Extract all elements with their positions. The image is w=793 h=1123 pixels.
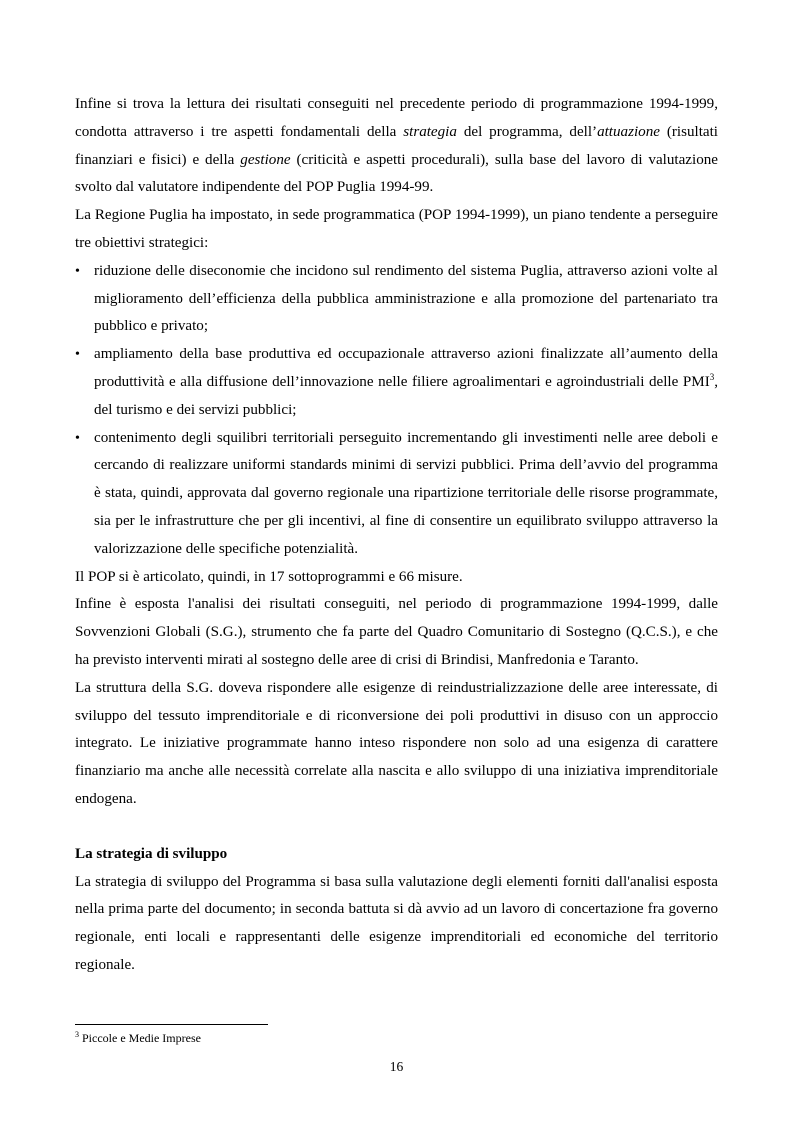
pop-structure-paragraph: Il POP si è articolato, quindi, in 17 sottoprogrammi e 66 misure. bbox=[75, 568, 463, 585]
footnote-number: 3 bbox=[75, 1030, 79, 1039]
intro-text-3: (risultati finanziari e fisici) e della bbox=[75, 123, 718, 168]
footnote-reference[interactable]: 3 bbox=[709, 371, 715, 382]
list-item bbox=[75, 258, 718, 341]
intro-text-1: Infine si trova la lettura dei risultati conseguiti nel precedente periodo di programmazione 1994-1999, condotta attraverso i tre aspetti fondamentali della bbox=[75, 96, 718, 140]
footnote bbox=[75, 1030, 201, 1046]
intro-text-2: del programma, dell’ bbox=[456, 123, 598, 140]
global-subsidies-paragraph: Infine è esposta l'analisi dei risultati conseguiti, nel periodo di programmazione 1994-1999, dalle Sovvenzioni Globali (S.G.), strumento che fa parte del Quadro Comunitario di Sostegno (Q.C.S.), e che ha previsto interventi mirati al sostegno delle aree di crisi di Brindisi, Manfredonia e Taranto. bbox=[75, 596, 718, 668]
footnote-text: Piccole e Medie Imprese bbox=[79, 1031, 201, 1045]
bullet-icon: • bbox=[75, 347, 80, 363]
bullet-icon: • bbox=[75, 430, 80, 446]
objectives-intro-paragraph: La Regione Puglia ha impostato, in sede programmatica (POP 1994-1999), un piano tendente a perseguire tre obiettivi strategici: bbox=[75, 207, 718, 251]
bullet-icon: • bbox=[75, 263, 80, 279]
list-item-text: contenimento degli squilibri territoriali perseguito incrementando gli investimenti nelle aree deboli e cercando di realizzare uniformi standards minimi di servizi pubblici. Prima dell’avvio del programma è stata, quindi, approvata dal governo regionale una ripartizione territoriale delle risorse programmate, sia per le infrastrutture che per gli incentivi, al fine di consentire un equilibrato sviluppo attraverso la valorizzazione delle specifiche potenzialità. bbox=[94, 429, 718, 557]
list-item-text: riduzione delle diseconomie che incidono sul rendimento del sistema Puglia, attraverso azioni volte al miglioramento dell’efficienza della pubblica amministrazione e alla promozione del partenariato tra pubblico e privato; bbox=[94, 262, 718, 335]
page-number: 16 bbox=[389, 1059, 404, 1074]
italic-strategia: strategia bbox=[403, 123, 457, 140]
list-item-text: ampliamento della base produttiva ed occupazionale attraverso azioni finalizzate all’aumento della produttività e alla diffusione dell’innovazione nelle filiere agroalimentari e agroindustriali delle PMI bbox=[94, 346, 718, 390]
objectives-list bbox=[75, 258, 718, 564]
footnote-divider bbox=[75, 1024, 268, 1025]
intro-paragraph bbox=[75, 91, 718, 202]
strategy-paragraph: La strategia di sviluppo del Programma si basa sulla valutazione degli elementi forniti dall'analisi esposta nella prima parte del documento; in seconda battuta si dà avvio ad un lavoro di concertazione fra governo regionale, enti locali e rappresentanti delle esigenze imprenditoriali ed economiche del territorio regionale. bbox=[75, 873, 718, 973]
section-heading: La strategia di sviluppo bbox=[75, 845, 228, 862]
document-body bbox=[75, 91, 718, 980]
list-item bbox=[75, 425, 718, 564]
sg-structure-paragraph: La struttura della S.G. doveva rispondere alle esigenze di reindustrializzazione delle aree interessate, di sviluppo del tessuto imprenditoriale e di riconversione dei poli produttivi in disuso con un approccio integrato. Le iniziative programmate hanno inteso rispondere non solo ad una esigenza di carattere finanziario ma anche alle necessità correlate alla nascita e allo sviluppo di una iniziativa imprenditoriale endogena. bbox=[75, 679, 718, 807]
list-item bbox=[75, 341, 718, 424]
italic-gestione: gestione bbox=[240, 151, 291, 168]
intro-text-4: (criticità e aspetti procedurali), sulla base del lavoro di valutazione svolto dal valutatore indipendente del POP Puglia 1994-99. bbox=[75, 151, 718, 196]
italic-attuazione: attuazione bbox=[597, 123, 660, 140]
list-item-text-continued: , del turismo e dei servizi pubblici; bbox=[94, 373, 718, 418]
